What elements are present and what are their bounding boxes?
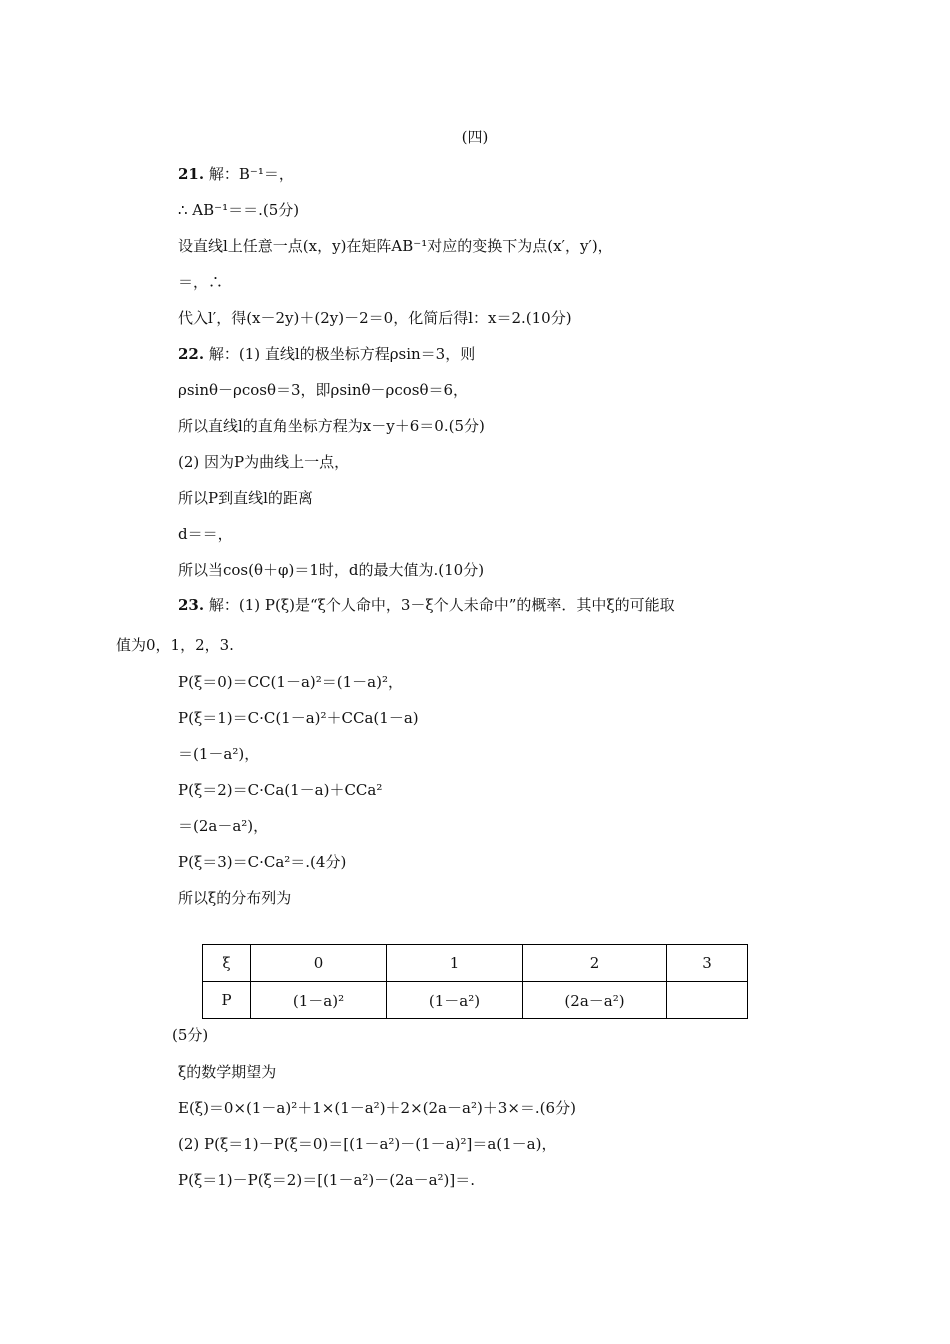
table-cell: 0 — [251, 945, 387, 982]
table-cell: 1 — [387, 945, 523, 982]
table-cell: P — [203, 982, 251, 1019]
q22-line-1: 22. 解：(1) 直线l的极坐标方程ρsin＝3，则 — [178, 345, 476, 363]
table-cell: (2a－a²) — [523, 982, 667, 1019]
q22-line-5: 所以P到直线l的距离 — [178, 489, 313, 507]
distribution-table — [202, 944, 748, 1019]
q21-line-2: ∴ AB⁻¹＝＝.(5分) — [178, 201, 300, 219]
q23-line-3: P(ξ＝0)＝CC(1－a)²＝(1－a)²， — [178, 673, 403, 691]
q21-line-5: 代入l′，得(x－2y)＋(2y)－2＝0，化简后得l：x＝2.(10分) — [178, 309, 572, 327]
table-row-probability — [203, 982, 748, 1019]
expectation-heading: ξ的数学期望为 — [178, 1063, 277, 1081]
table-row-header — [203, 945, 748, 982]
q23-line-4: P(ξ＝1)＝C·C(1－a)²＋CCa(1－a) — [178, 709, 419, 727]
table-cell — [667, 982, 748, 1019]
part2-line-2: P(ξ＝1)－P(ξ＝2)＝[(1－a²)－(2a－a²)]＝. — [178, 1171, 476, 1189]
q22-line-4: (2) 因为P为曲线上一点， — [178, 453, 350, 471]
table-cell: 3 — [667, 945, 748, 982]
q22-line-2: ρsinθ－ρcosθ＝3，即ρsinθ－ρcosθ＝6， — [178, 381, 469, 399]
q23-line-9: 所以ξ的分布列为 — [178, 889, 292, 907]
q23-line-5: ＝(1－a²)， — [178, 745, 260, 763]
q23-line-6: P(ξ＝2)＝C·Ca(1－a)＋CCa² — [178, 781, 383, 799]
table-cell: 2 — [523, 945, 667, 982]
section-title: (四) — [461, 128, 489, 146]
q23-line-2: 值为0，1，2，3. — [116, 636, 234, 654]
q22-line-3: 所以直线l的直角坐标方程为x－y＋6＝0.(5分) — [178, 417, 485, 435]
q22-line-6: d＝＝， — [178, 525, 233, 543]
score-note: (5分) — [172, 1026, 209, 1044]
table-cell: (1－a)² — [251, 982, 387, 1019]
q22-line-7: 所以当cos(θ＋φ)＝1时，d的最大值为.(10分) — [178, 561, 485, 579]
table-cell: (1－a²) — [387, 982, 523, 1019]
part2-line-1: (2) P(ξ＝1)－P(ξ＝0)＝[(1－a²)－(1－a)²]＝a(1－a)， — [178, 1135, 557, 1153]
q23-line-7: ＝(2a－a²)， — [178, 817, 269, 835]
q21-line-3: 设直线l上任意一点(x，y)在矩阵AB⁻¹对应的变换下为点(x′，y′)， — [178, 237, 613, 255]
expectation-formula: E(ξ)＝0×(1－a)²＋1×(1－a²)＋2×(2a－a²)＋3×＝.(6分) — [178, 1099, 576, 1117]
q21-line-4: ＝，∴ — [178, 273, 224, 291]
q23-line-8: P(ξ＝3)＝C·Ca²＝.(4分) — [178, 853, 347, 871]
q21-line-1: 21. 解：B⁻¹＝， — [178, 165, 294, 183]
table-cell: ξ — [203, 945, 251, 982]
q23-line-1: 23. 解：(1) P(ξ)是“ξ个人命中，3－ξ个人未命中”的概率．其中ξ的可能取 — [178, 596, 675, 614]
